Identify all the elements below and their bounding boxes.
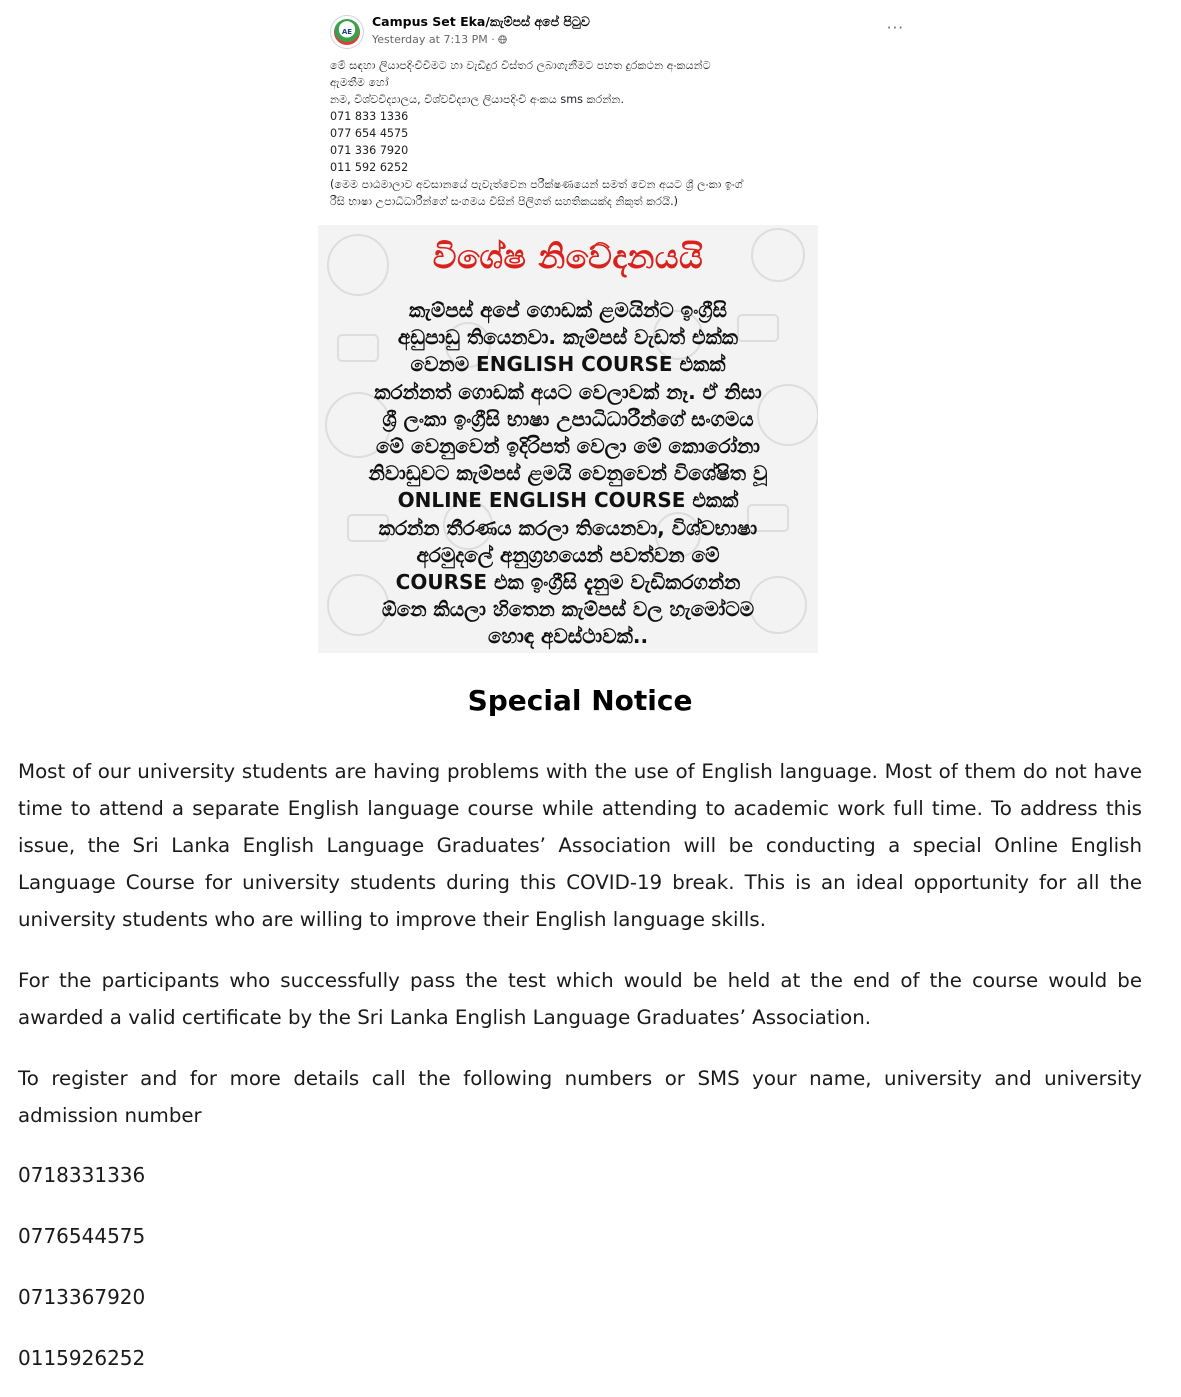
notice-title: විශේෂ නිවේදනයයි (432, 237, 704, 276)
post-phone-line: 011 592 6252 (330, 161, 409, 174)
post-meta (372, 33, 507, 46)
notice-line: මේ වෙනුවෙන් ඉදිරිපත් වෙලා මේ කොරෝනා (376, 434, 760, 459)
globe-icon (498, 35, 507, 44)
notice-line: අඩුපාඩු තියෙනවා. කැම්පස් වැඩත් එක්ක (397, 325, 739, 350)
notice-line: ශ්‍රී ලංකා ඉංග්‍රීසි භාෂා උපාධිධාරීන්ගේ සංගමය (382, 406, 754, 431)
post-text (330, 57, 918, 210)
notice-line: කරන්න තීරණය කරලා තියෙනවා, විශ්වභාෂා (378, 515, 758, 540)
post-phone-line: 071 336 7920 (330, 144, 409, 157)
notice-line: අරමුදලේ අනුග්‍රහයෙන් පවත්වන මේ (416, 542, 720, 567)
notice-line: කරන්නත් ගොඩක් අයට වෙලාවක් නෑ. ඒ නිසා (374, 379, 762, 404)
notice-line: වෙනම ENGLISH COURSE එකක් (410, 352, 726, 377)
notice-image[interactable] (318, 225, 818, 653)
post-timestamp[interactable]: Yesterday at 7:13 PM · (372, 33, 495, 46)
post-line: නම, විශ්වවිද්‍යාලය, විශ්වවිද්‍යාල ලියාපදිංචි අංකය sms කරන්න. (330, 93, 625, 106)
post-line: රීසි භාෂා උපාධිධාරීන්ගේ සංගමය විසින් පිලිගත් සහතිකයක්ද නිකුත් කරයි.) (330, 195, 679, 208)
post-line: ඇමතීම හෝ (330, 76, 389, 89)
notice-body (318, 297, 818, 651)
notice-line: ONLINE ENGLISH COURSE එකක් (397, 488, 739, 513)
document-heading: Special Notice (467, 684, 693, 717)
logo-icon: AE (334, 19, 360, 45)
notice-line: කැම්පස් අපේ ගොඩක් ළමයින්ට ඉංග්‍රීසි (409, 298, 727, 322)
phone-number: 0776544575 (18, 1224, 146, 1248)
more-options-button[interactable]: ··· (886, 19, 904, 37)
notice-line: නිවාඩුවට කැම්පස් ළමයි වෙනුවෙන් විශේෂිත වූ (368, 461, 768, 486)
notice-line: ඕනෙ කියලා හිතෙන කැම්පස් වල හැමෝටම (381, 597, 755, 622)
notice-line: COURSE එක ඉංග්‍රීසි දැනුම වැඩිකරගන්න (395, 570, 741, 595)
post-header (328, 11, 918, 53)
notice-line: හොඳ අවස්ථාවක්.. (487, 624, 649, 649)
paragraph-register: To register and for more details call the following numbers or SMS your name, university and university admission number (18, 1067, 1142, 1127)
post-phone-line: 071 833 1336 (330, 110, 409, 123)
facebook-post (318, 3, 928, 218)
phone-number: 0115926252 (18, 1346, 146, 1370)
paragraph-certificate: For the participants who successfully pass the test which would be held at the end of the course would be awarded a valid certificate by the Sri Lanka English Language Graduates’ Association. (18, 969, 1142, 1029)
post-line: (මෙම පාඨමාලාව අවසානයේ පැවැත්වෙන පරීක්ෂණයෙන් සමත් වෙන අයට ශ්‍රී ලංකා ඉංග් (330, 178, 743, 191)
post-line: මේ සඳහා ලියාපදිංචිවීමට හා වැඩිදුර විස්තර ලබාගැනීමට පහත දුරකථන අංකයන්ට (330, 59, 711, 72)
phone-number: 0718331336 (18, 1163, 146, 1187)
page-avatar[interactable] (330, 15, 364, 49)
post-phone-line: 077 654 4575 (330, 127, 409, 140)
phone-number: 0713367920 (18, 1285, 146, 1309)
page-name-link[interactable]: Campus Set Eka/කැම්පස් අපේ පිටුව (372, 14, 590, 29)
paragraph-problem: Most of our university students are having problems with the use of English language. Most of them do not have time to attend a separate English language course while attending to academic work full time. To address this issue, the Sri Lanka English Language Graduates’ Association will be conducting a special Online English Language Course for university students during this COVID-19 break. This is an ideal opportunity for all the university students who are willing to improve their English language skills. (18, 760, 1142, 931)
